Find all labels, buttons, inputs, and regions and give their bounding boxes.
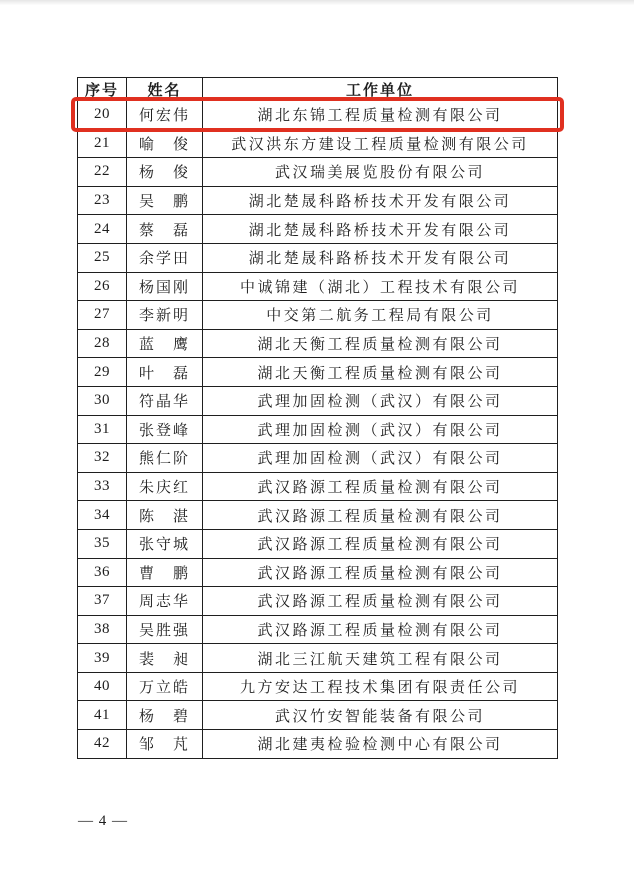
table-row <box>78 243 558 272</box>
table-row <box>78 158 558 187</box>
name-cell: 何宏伟 <box>127 101 203 130</box>
name-cell: 杨 俊 <box>127 158 203 187</box>
row-number-cell: 34 <box>78 501 127 530</box>
row-number-cell: 42 <box>78 730 127 759</box>
row-number-cell: 28 <box>78 329 127 358</box>
organization-cell: 武理加固检测（武汉）有限公司 <box>203 415 558 444</box>
organization-cell: 武汉瑞美展览股份有限公司 <box>203 158 558 187</box>
row-number-cell: 31 <box>78 415 127 444</box>
table-row <box>78 701 558 730</box>
col-header-name: 姓名 <box>127 78 203 101</box>
organization-cell: 武理加固检测（武汉）有限公司 <box>203 444 558 473</box>
row-number-cell: 36 <box>78 558 127 587</box>
organization-cell: 武汉路源工程质量检测有限公司 <box>203 501 558 530</box>
organization-cell: 湖北楚晟科路桥技术开发有限公司 <box>203 215 558 244</box>
row-number-cell: 24 <box>78 215 127 244</box>
name-cell: 喻 俊 <box>127 129 203 158</box>
organization-cell: 武汉洪东方建设工程质量检测有限公司 <box>203 129 558 158</box>
organization-cell: 中诚锦建（湖北）工程技术有限公司 <box>203 272 558 301</box>
col-header-organization: 工作单位 <box>203 78 558 101</box>
organization-cell: 武汉竹安智能装备有限公司 <box>203 701 558 730</box>
name-cell: 杨 碧 <box>127 701 203 730</box>
table-row <box>78 587 558 616</box>
row-number-cell: 25 <box>78 243 127 272</box>
row-number-cell: 38 <box>78 615 127 644</box>
table-row <box>78 272 558 301</box>
table-row <box>78 415 558 444</box>
table-row <box>78 644 558 673</box>
name-cell: 万立皓 <box>127 672 203 701</box>
table-header-row <box>78 78 558 101</box>
organization-cell: 湖北楚晟科路桥技术开发有限公司 <box>203 243 558 272</box>
name-cell: 张守城 <box>127 529 203 558</box>
name-cell: 周志华 <box>127 587 203 616</box>
table-row <box>78 386 558 415</box>
table-row <box>78 301 558 330</box>
table-row <box>78 472 558 501</box>
table-row <box>78 672 558 701</box>
table-row <box>78 186 558 215</box>
row-number-cell: 20 <box>78 101 127 130</box>
name-cell: 朱庆红 <box>127 472 203 501</box>
name-cell: 陈 湛 <box>127 501 203 530</box>
col-header-number: 序号 <box>78 78 127 101</box>
table-row <box>78 101 558 130</box>
row-number-cell: 29 <box>78 358 127 387</box>
name-cell: 蔡 磊 <box>127 215 203 244</box>
table-row <box>78 358 558 387</box>
organization-cell: 武汉路源工程质量检测有限公司 <box>203 587 558 616</box>
row-number-cell: 23 <box>78 186 127 215</box>
name-cell: 吴 鹏 <box>127 186 203 215</box>
row-number-cell: 27 <box>78 301 127 330</box>
row-number-cell: 35 <box>78 529 127 558</box>
row-number-cell: 30 <box>78 386 127 415</box>
table-row <box>78 529 558 558</box>
page-number: — 4 — <box>78 813 128 829</box>
row-number-cell: 21 <box>78 129 127 158</box>
name-cell: 蓝 鹰 <box>127 329 203 358</box>
name-cell: 符晶华 <box>127 386 203 415</box>
name-cell: 余学田 <box>127 243 203 272</box>
table-row <box>78 615 558 644</box>
table-row <box>78 558 558 587</box>
organization-cell: 湖北天衡工程质量检测有限公司 <box>203 329 558 358</box>
organization-cell: 中交第二航务工程局有限公司 <box>203 301 558 330</box>
row-number-cell: 39 <box>78 644 127 673</box>
name-cell: 叶 磊 <box>127 358 203 387</box>
organization-cell: 湖北楚晟科路桥技术开发有限公司 <box>203 186 558 215</box>
organization-cell: 湖北天衡工程质量检测有限公司 <box>203 358 558 387</box>
table-row <box>78 730 558 759</box>
organization-cell: 武理加固检测（武汉）有限公司 <box>203 386 558 415</box>
name-cell: 曹 鹏 <box>127 558 203 587</box>
row-number-cell: 22 <box>78 158 127 187</box>
name-cell: 张登峰 <box>127 415 203 444</box>
row-number-cell: 37 <box>78 587 127 616</box>
name-cell: 吴胜强 <box>127 615 203 644</box>
name-cell: 杨国刚 <box>127 272 203 301</box>
organization-cell: 湖北东锦工程质量检测有限公司 <box>203 101 558 130</box>
row-number-cell: 32 <box>78 444 127 473</box>
organization-cell: 武汉路源工程质量检测有限公司 <box>203 529 558 558</box>
name-cell: 邹 芃 <box>127 730 203 759</box>
organization-cell: 湖北三江航天建筑工程有限公司 <box>203 644 558 673</box>
table-row <box>78 444 558 473</box>
row-number-cell: 40 <box>78 672 127 701</box>
row-number-cell: 33 <box>78 472 127 501</box>
organization-cell: 九方安达工程技术集团有限责任公司 <box>203 672 558 701</box>
table-row <box>78 329 558 358</box>
organization-cell: 武汉路源工程质量检测有限公司 <box>203 615 558 644</box>
name-cell: 李新明 <box>127 301 203 330</box>
organization-cell: 武汉路源工程质量检测有限公司 <box>203 472 558 501</box>
page-top-edge <box>0 0 634 5</box>
organization-cell: 湖北建夷检验检测中心有限公司 <box>203 730 558 759</box>
roster-table <box>77 77 558 759</box>
organization-cell: 武汉路源工程质量检测有限公司 <box>203 558 558 587</box>
name-cell: 熊仁阶 <box>127 444 203 473</box>
row-number-cell: 41 <box>78 701 127 730</box>
table-row <box>78 129 558 158</box>
roster-table-container <box>77 77 557 759</box>
table-row <box>78 215 558 244</box>
row-number-cell: 26 <box>78 272 127 301</box>
name-cell: 裴 昶 <box>127 644 203 673</box>
table-row <box>78 501 558 530</box>
